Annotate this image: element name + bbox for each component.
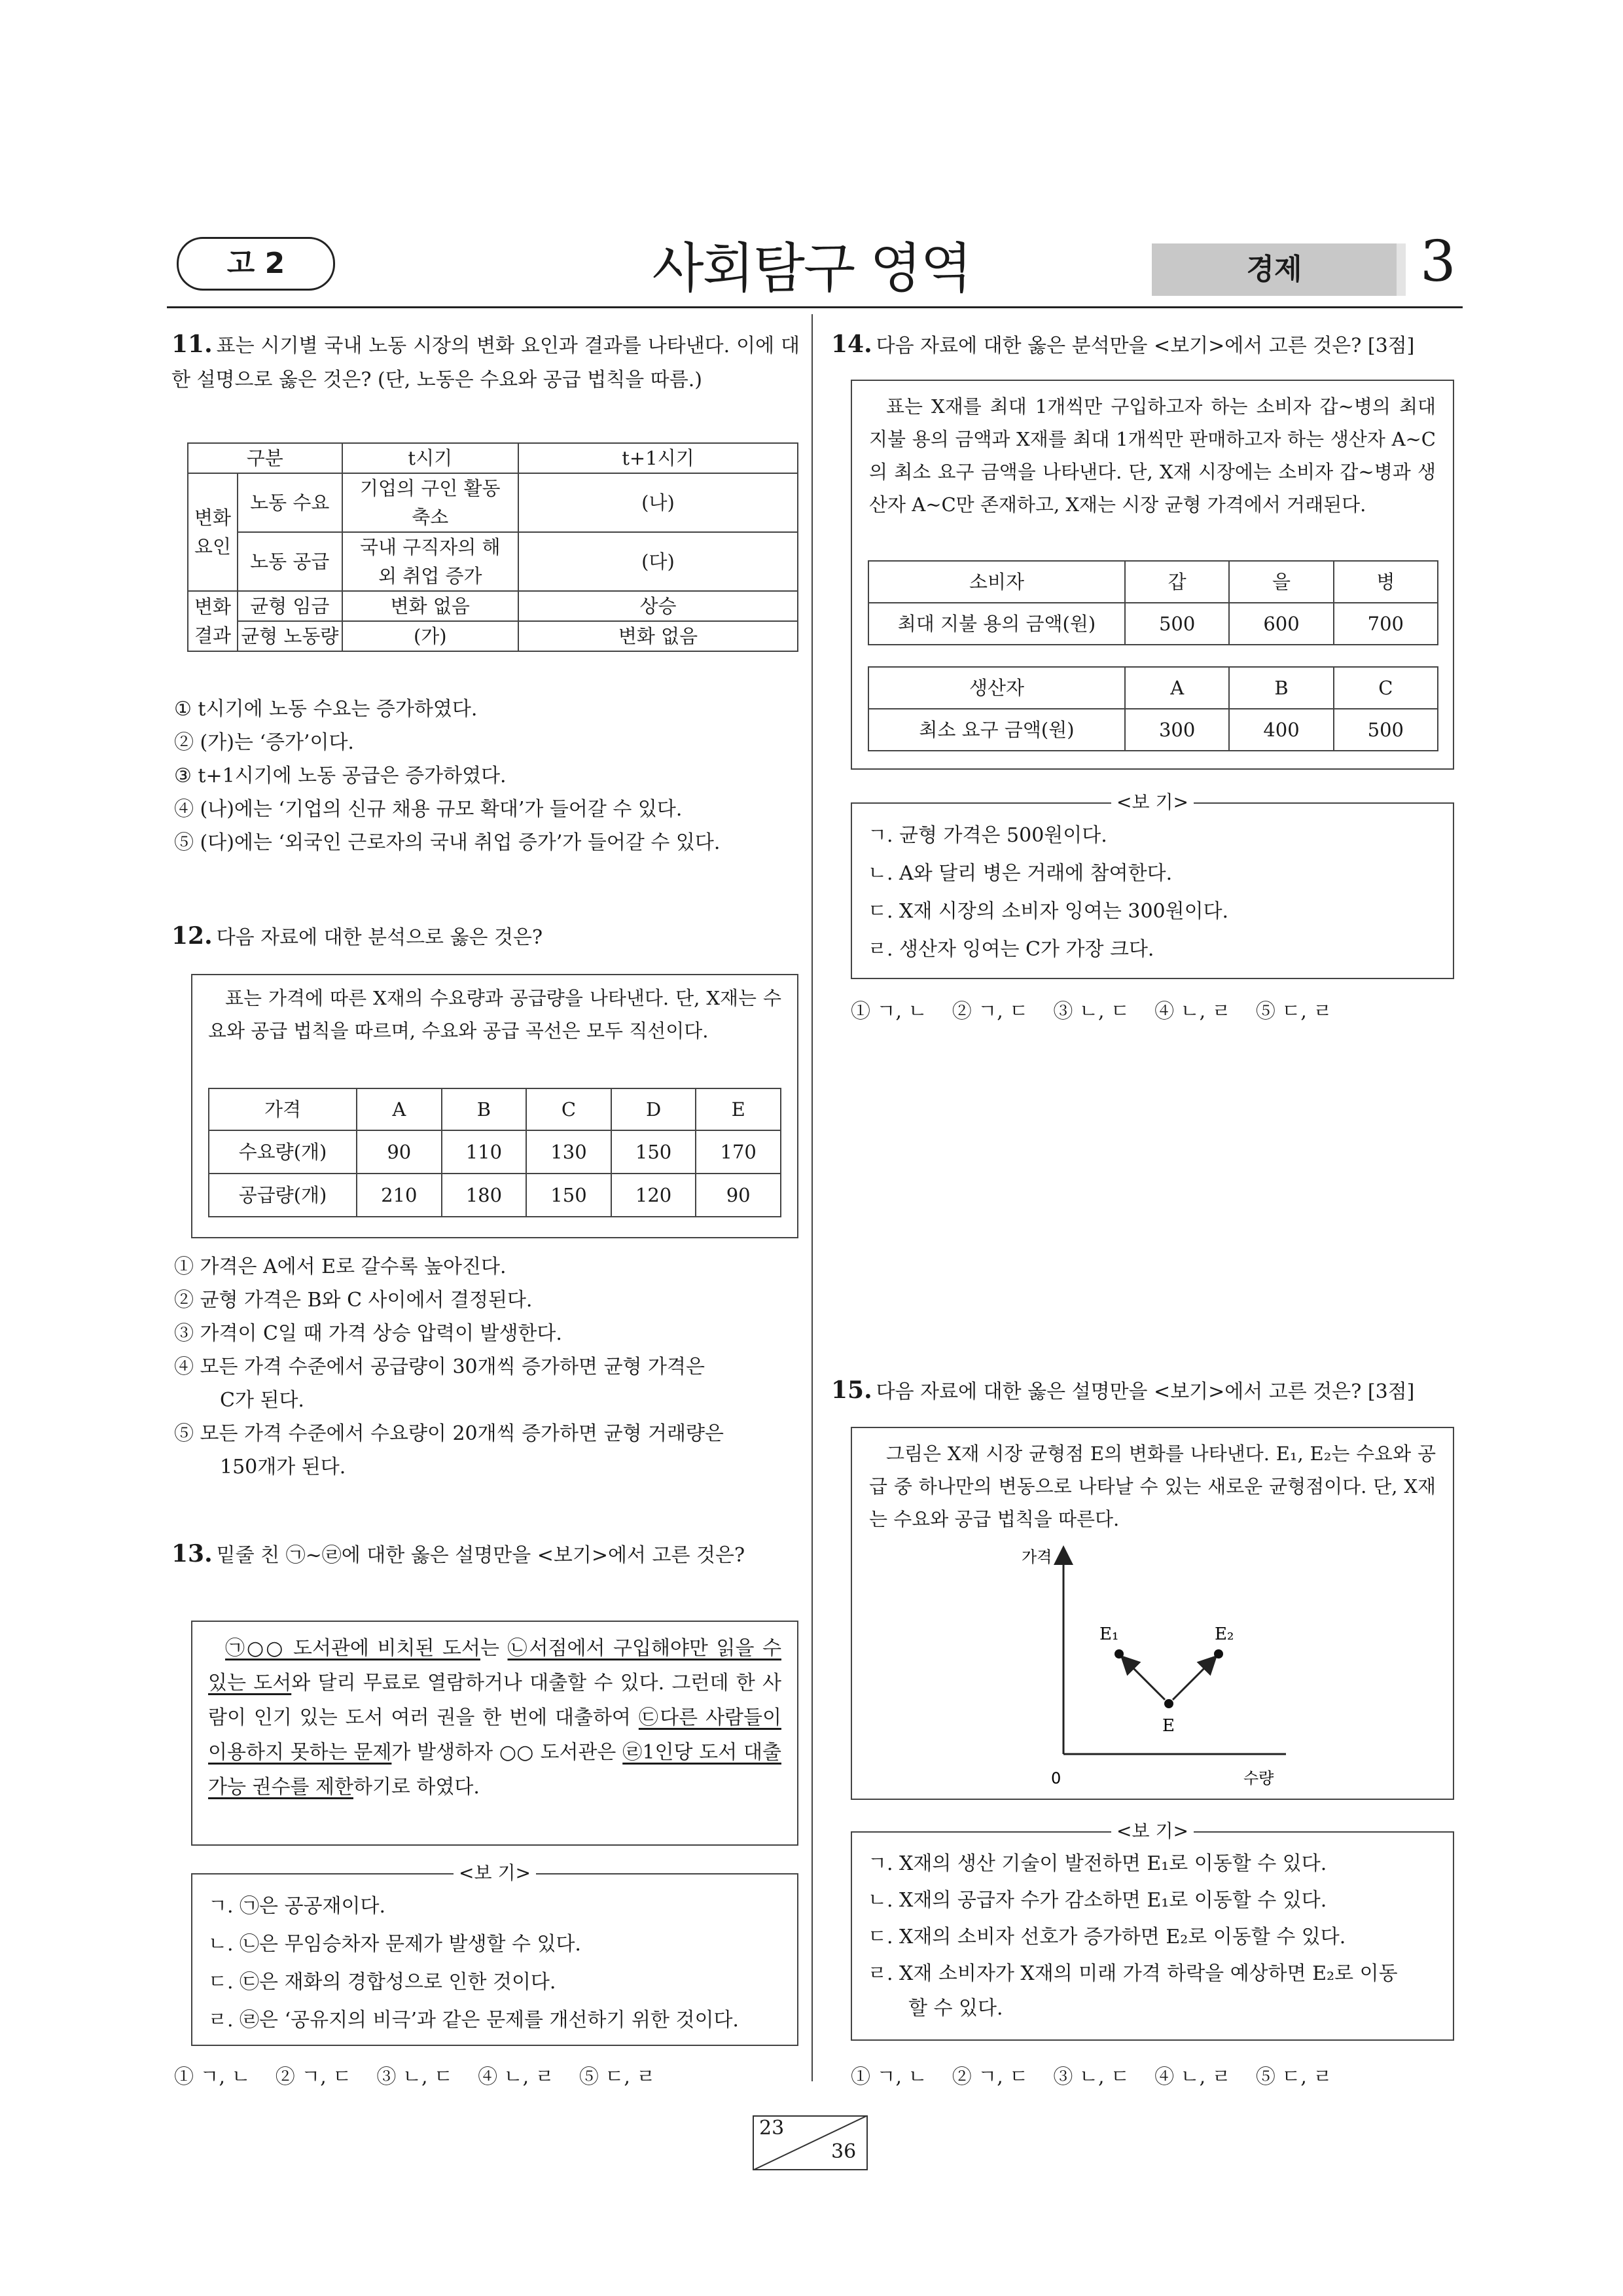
data-description: 표는 X재를 최대 1개씩만 구입하고자 하는 소비자 갑~병의 최대 지불 용의 금액과 X재를 최대 1개씩만 판매하고자 하는 생산자 A~C의 최소 요구 금액을 나타낸다. 단, X재 시장에는 소비자 갑~병과 생산자 A~C만 존재하고, X재는 시장 균형 가격에서 거래된다.: [869, 395, 1436, 516]
producer-table: [868, 666, 1438, 751]
supply-value: 90: [696, 1174, 781, 1217]
question-text: 다음 자료에 대한 옳은 분석만을 <보기>에서 고른 것은? [3점]: [876, 334, 1415, 357]
table-cell: 국내 구직자의 해외 취업 증가: [342, 532, 518, 591]
y-axis-label: 가격: [1022, 1548, 1052, 1566]
page-number: 3: [1420, 229, 1456, 295]
passage-text: 하기로 하였다.: [353, 1776, 480, 1799]
x-axis-label: 수량: [1243, 1769, 1274, 1787]
demand-value: 150: [611, 1130, 696, 1174]
bogi-title-text: <보 기>: [454, 1862, 536, 1884]
producer-value: 400: [1229, 709, 1333, 751]
question-number: 12.: [171, 922, 213, 950]
table-header-t: t시기: [342, 443, 518, 473]
question-14-bogi-box: [851, 791, 1454, 979]
option-5[interactable]: ⑤ 모든 가격 수준에서 수요량이 20개씩 증가하면 균형 거래량은: [174, 1422, 724, 1445]
question-11-stem: [171, 327, 800, 397]
question-number: 14.: [831, 331, 872, 358]
option-2[interactable]: ② (가)는 ‘증가’이다.: [174, 731, 354, 754]
passage-text: 가 발생하자 ○○ 도서관은: [391, 1741, 623, 1764]
question-15-bogi-box: [851, 1820, 1454, 2041]
question-number: 13.: [171, 1540, 213, 1568]
producer-name: B: [1229, 667, 1333, 709]
price-e: E: [696, 1088, 781, 1130]
bogi-item: ㄹ. 생산자 잉여는 C가 가장 크다.: [868, 938, 1154, 961]
consumer-name: 을: [1229, 561, 1333, 603]
underline-b: ㉡서점에서 구입해야만 읽을 수 있는 도서: [208, 1637, 781, 1695]
column-divider: [812, 314, 813, 2081]
question-12-table: [208, 1088, 781, 1217]
question-text: 다음 자료에 대한 분석으로 옳은 것은?: [216, 926, 543, 949]
option-1[interactable]: ① 가격은 A에서 E로 갈수록 높아진다.: [174, 1255, 507, 1278]
table-row-label: 수요량(개): [209, 1130, 357, 1174]
bogi-title: [852, 789, 1453, 816]
consumer-table: [868, 560, 1438, 645]
question-text: 표는 시기별 국내 노동 시장의 변화 요인과 결과를 나타낸다. 이에 대한 설명으로 옳은 것은? (단, 노동은 수요와 공급 법칙을 따름.): [171, 334, 800, 391]
question-12-stem: [171, 919, 800, 955]
demand-value: 110: [442, 1130, 527, 1174]
point-e2: [1214, 1649, 1223, 1659]
bogi-item: ㄴ. A와 달리 병은 거래에 참여한다.: [868, 862, 1173, 885]
bogi-item: ㄱ. X재의 생산 기술이 발전하면 E₁로 이동할 수 있다.: [868, 1852, 1327, 1875]
exam-area-title: 사회탐구 영역: [652, 238, 971, 300]
table-cell: (다): [518, 532, 798, 591]
producer-name: A: [1125, 667, 1229, 709]
producer-name: C: [1334, 667, 1438, 709]
subject-label: 경제: [1152, 243, 1397, 296]
supply-value: 180: [442, 1174, 527, 1217]
page-total: 36: [831, 2140, 857, 2163]
table-label: 소비자: [868, 561, 1125, 603]
consumer-value: 600: [1229, 603, 1333, 645]
table-header-t1: t+1시기: [518, 443, 798, 473]
page-current: 23: [759, 2117, 785, 2140]
table-header-category: 구분: [188, 443, 342, 473]
equilibrium-graph: [1021, 1541, 1296, 1797]
table-row-label: 가격: [209, 1088, 357, 1130]
question-14-stem: [831, 327, 1459, 363]
table-cell: 상승: [518, 591, 798, 621]
table-row-label: 공급량(개): [209, 1174, 357, 1217]
table-row-label: 균형 임금: [238, 591, 342, 621]
table-row-label: 최소 요구 금액(원): [868, 709, 1125, 751]
price-d: D: [611, 1088, 696, 1130]
bogi-item: ㄹ. ㉣은 ‘공유지의 비극’과 같은 문제를 개선하기 위한 것이다.: [208, 2009, 739, 2032]
producer-value: 500: [1334, 709, 1438, 751]
bogi-title-text: <보 기>: [1111, 791, 1194, 813]
consumer-value: 700: [1334, 603, 1438, 645]
passage-text: 와 달리 무료로 열람하거나 대출할 수 있다. 그런데 한 사람이 인기 있는 도서 여러 권을 한 번에 대출하여: [208, 1672, 781, 1729]
question-13-answers[interactable]: ① ㄱ, ㄴ ② ㄱ, ㄷ ③ ㄴ, ㄷ ④ ㄴ, ㄹ ⑤ ㄷ, ㄹ: [174, 2066, 656, 2089]
underline-d: ㉣1인당 도서 대출 가능 권수를 제한: [208, 1741, 781, 1799]
supply-value: 210: [357, 1174, 442, 1217]
point-e2-label: E₂: [1215, 1624, 1234, 1644]
bogi-item: ㄷ. X재 시장의 소비자 잉여는 300원이다.: [868, 900, 1229, 923]
question-15-stem: [831, 1373, 1459, 1409]
data-description: 표는 가격에 따른 X재의 수요량과 공급량을 나타낸다. 단, X재는 수요와 공급 법칙을 따르며, 수요와 공급 곡선은 모두 직선이다.: [208, 987, 781, 1042]
bogi-item: ㄷ. X재의 소비자 선호가 증가하면 E₂로 이동할 수 있다.: [868, 1926, 1346, 1948]
bogi-item: ㄱ. ㉠은 공공재이다.: [208, 1895, 386, 1918]
point-e1: [1115, 1649, 1124, 1659]
bogi-item-cont: 할 수 있다.: [908, 1997, 1003, 2020]
bogi-title-text: <보 기>: [1111, 1820, 1194, 1842]
subject-label-shade: [1397, 243, 1406, 296]
underline-a: ㉠○○ 도서관에 비치된 도서: [225, 1637, 480, 1660]
table-row-label: 최대 지불 용의 금액(원): [868, 603, 1125, 645]
table-group-result: 변화 결과: [188, 591, 238, 651]
bogi-item: ㄷ. ㉢은 재화의 경합성으로 인한 것이다.: [208, 1971, 556, 1994]
point-e-label: E: [1162, 1716, 1175, 1736]
option-2[interactable]: ② 균형 가격은 B와 C 사이에서 결정된다.: [174, 1289, 533, 1312]
supply-value: 120: [611, 1174, 696, 1217]
bogi-title: [192, 1860, 797, 1886]
producer-value: 300: [1125, 709, 1229, 751]
question-13-stem: [171, 1537, 800, 1573]
bogi-item: ㄱ. 균형 가격은 500원이다.: [868, 824, 1107, 847]
consumer-name: 갑: [1125, 561, 1229, 603]
question-number: 15.: [831, 1376, 872, 1404]
table-label: 생산자: [868, 667, 1125, 709]
demand-value: 130: [526, 1130, 611, 1174]
option-3[interactable]: ③ t+1시기에 노동 공급은 증가하였다.: [174, 764, 507, 787]
question-text: 다음 자료에 대한 옳은 설명만을 <보기>에서 고른 것은? [3점]: [876, 1380, 1415, 1403]
consumer-value: 500: [1125, 603, 1229, 645]
table-cell: (나): [518, 473, 798, 532]
option-4-cont: C가 된다.: [220, 1389, 304, 1412]
bogi-item: ㄹ. X재 소비자가 X재의 미래 가격 하락을 예상하면 E₂로 이동: [868, 1962, 1398, 1985]
table-row-label: 균형 노동량: [238, 621, 342, 651]
demand-value: 90: [357, 1130, 442, 1174]
bogi-item: ㄴ. X재의 공급자 수가 감소하면 E₁로 이동할 수 있다.: [868, 1889, 1327, 1912]
price-c: C: [526, 1088, 611, 1130]
data-description: 그림은 X재 시장 균형점 E의 변화를 나타낸다. E₁, E₂는 수요와 공급 중 하나만의 변동으로 나타날 수 있는 새로운 균형점이다. 단, X재는 수요와 공급 법칙을 따른다.: [869, 1443, 1436, 1530]
question-11-options: [174, 692, 802, 859]
passage: [208, 1631, 781, 1804]
passage-text: 는: [480, 1637, 508, 1660]
question-13-bogi-box: [191, 1862, 798, 2046]
table-cell: (가): [342, 621, 518, 651]
price-b: B: [442, 1088, 527, 1130]
shift-arrow-e2: [1173, 1658, 1215, 1700]
bogi-title: [852, 1818, 1453, 1844]
table-group-factor: 변화 요인: [188, 473, 238, 591]
question-text: 밑줄 친 ㉠~㉣에 대한 옳은 설명만을 <보기>에서 고른 것은?: [216, 1544, 745, 1567]
shift-arrow-e1: [1123, 1658, 1165, 1700]
option-5[interactable]: ⑤ (다)에는 ‘외국인 근로자의 국내 취업 증가’가 들어갈 수 있다.: [174, 831, 721, 854]
bogi-item: ㄴ. ㉡은 무임승차자 문제가 발생할 수 있다.: [208, 1933, 581, 1956]
question-number: 11.: [171, 331, 213, 358]
question-12-options: [174, 1250, 802, 1484]
table-row-label: 노동 공급: [238, 532, 342, 591]
question-15-answers[interactable]: ① ㄱ, ㄴ ② ㄱ, ㄷ ③ ㄴ, ㄷ ④ ㄴ, ㄹ ⑤ ㄷ, ㄹ: [851, 2066, 1332, 2089]
table-row-label: 노동 수요: [238, 473, 342, 532]
option-5-cont: 150개가 된다.: [220, 1456, 346, 1479]
consumer-name: 병: [1334, 561, 1438, 603]
demand-value: 170: [696, 1130, 781, 1174]
question-13-passage-box: [191, 1621, 798, 1846]
point-e: [1164, 1699, 1173, 1708]
supply-value: 150: [526, 1174, 611, 1217]
table-cell: 변화 없음: [342, 591, 518, 621]
header-rule: [167, 306, 1463, 308]
price-a: A: [357, 1088, 442, 1130]
table-cell: 변화 없음: [518, 621, 798, 651]
question-14-answers[interactable]: ① ㄱ, ㄴ ② ㄱ, ㄷ ③ ㄴ, ㄷ ④ ㄴ, ㄹ ⑤ ㄷ, ㄹ: [851, 1000, 1332, 1023]
option-4[interactable]: ④ 모든 가격 수준에서 공급량이 30개씩 증가하면 균형 가격은: [174, 1355, 705, 1378]
table-cell: 기업의 구인 활동 축소: [342, 473, 518, 532]
option-3[interactable]: ③ 가격이 C일 때 가격 상승 압력이 발생한다.: [174, 1322, 562, 1345]
origin-label: 0: [1051, 1769, 1061, 1787]
option-1[interactable]: ① t시기에 노동 수요는 증가하였다.: [174, 698, 478, 721]
question-11-table: [187, 442, 798, 652]
underline-c: ㉢다른 사람들이 이용하지 못하는 문제: [208, 1706, 781, 1764]
option-4[interactable]: ④ (나)에는 ‘기업의 신규 채용 규모 확대’가 들어갈 수 있다.: [174, 798, 683, 821]
point-e1-label: E₁: [1099, 1624, 1119, 1644]
grade-badge: 고 2: [177, 237, 335, 291]
